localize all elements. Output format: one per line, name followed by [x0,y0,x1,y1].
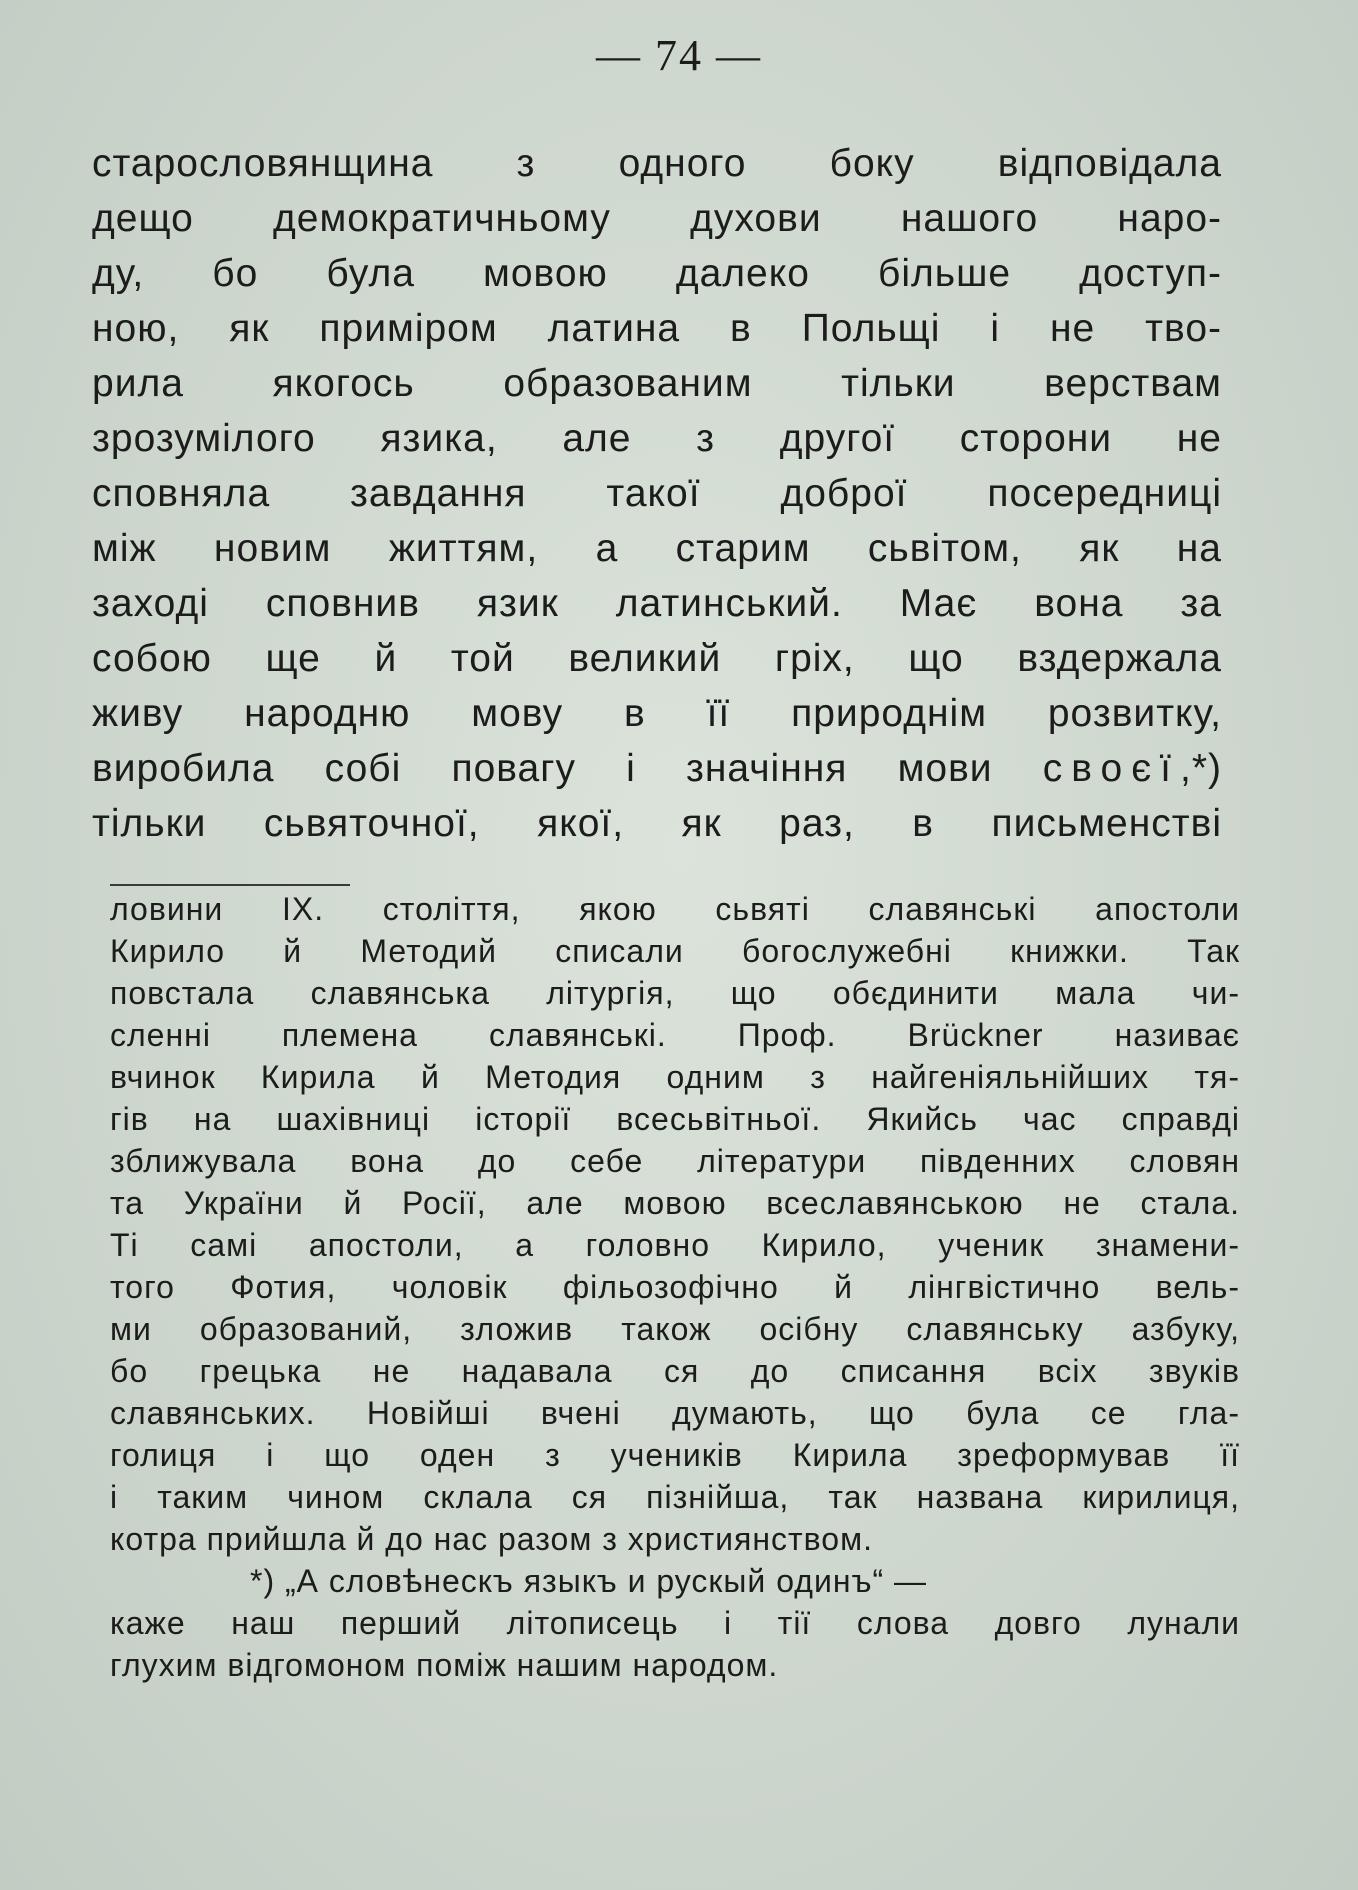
footnote-line: Кирило й Методий списали богослужебні книжки. Так [110,933,1240,969]
text-line: рила якогось образованим тільки верствам [92,362,1222,405]
text-line: старословянщина з одного боку відповідала [92,142,1222,185]
footnote-line: гів на шахівниці історії всесьвітньої. Якийсь час справді [110,1101,1240,1137]
footnote-divider [110,884,350,886]
footnote-line: повстала славянська літургія, що обєдинити мала чи- [110,975,1240,1011]
second-footnote-line: *) „А словѣнескъ языкъ и рускый одинъ“ — [250,1563,928,1599]
text-line: дещо демократичньому духови нашого наро- [92,197,1222,240]
second-footnote-line: каже наш перший літописець і тії слова довго лунали [110,1605,1240,1641]
spaced-word: своєї [1042,747,1180,790]
footnote-line: вчинок Кирила й Методия одним з найгеніяльнійших тя- [110,1059,1240,1095]
footnote-line: славянських. Новійші вчені думають, що була се гла- [110,1395,1240,1431]
footnote-line: зближувала вона до себе літератури південних словян [110,1143,1240,1179]
text-line: заході сповнив язик латинський. Має вона за [92,582,1222,625]
text-line: сповняла завдання такої доброї посередниці [92,472,1222,515]
footnote-marker: ,*) [1180,747,1222,790]
footnote-line: ловини IX. століття, якою сьвяті славянські апостоли [110,891,1240,927]
text-line: ною, як примірoм латина в Польщі і не тво- [92,307,1222,350]
text-line: собою ще й той великий гріх, що вздержала [92,637,1222,680]
footnote-line: та України й Росії, але мовою всеславянською не стала. [110,1185,1240,1221]
footnote-line: ми образований, зложив також осібну славянську азбуку, [110,1311,1240,1347]
text-segment: виробила собі повагу і значіння мови [92,747,1043,790]
footnote-line: того Фотия, чоловік фільозофічно й лінгвістично вель- [110,1269,1240,1305]
footnote-line: котра прийшла й до нас разом з християнством. [110,1521,873,1557]
text-line: живу народню мову в її природнім розвитку, [92,692,1222,735]
footnote-line: голиця і що оден з учеників Кирила зреформував її [110,1437,1240,1473]
page-number: — 74 — [596,31,762,80]
footnote-line: сленні племена славянські. Проф. Brückner називає [110,1017,1240,1053]
text-line: тільки сьвяточної, якої, як раз, в письменстві [92,802,1222,845]
footnote-line: бо грецька не надавала ся до списання всіх звуків [110,1353,1240,1389]
text-line: між новим життям, а старим сьвітом, як на [92,527,1222,570]
main-paragraph [92,136,1222,851]
text-line: зрозумілого язика, але з другої сторони не [92,417,1222,460]
second-footnote-line: глухим відгомоном поміж нашим народом. [110,1647,779,1683]
text-line-with-footnote-mark [92,741,1222,796]
footnote-line: і таким чином склала ся пізнійша, так названа кирилиця, [110,1479,1240,1515]
text-line: ду, бо була мовою далеко більше доступ- [92,252,1222,295]
footnote-line: Ті самі апостоли, а головно Кирило, ученик знамени- [110,1227,1240,1263]
footnote-block [110,888,1240,1686]
